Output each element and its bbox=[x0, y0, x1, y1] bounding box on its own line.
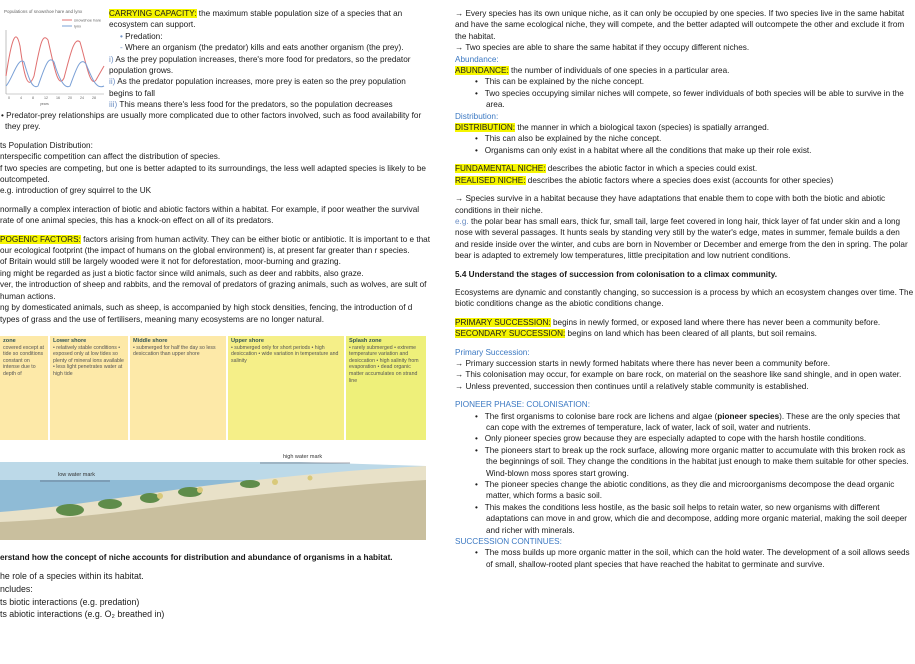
roman-ii: ii) bbox=[109, 77, 116, 87]
complicated-note: Predator-prey relationships are usually more complicated due to other factors involved, such as food availability for they prey. bbox=[5, 111, 422, 132]
legend-hare: snowshoe hare bbox=[74, 17, 102, 23]
two-same-text: → Two species are able to share the same habitat if they occupy different niches. bbox=[455, 43, 750, 53]
realised-niche-term: REALISED NICHE: bbox=[455, 175, 526, 185]
shore-illustration bbox=[0, 440, 426, 540]
carrying-capacity-def: the maximum stable population size of a species that an ecosystem can support. bbox=[109, 9, 403, 30]
eg-label: e.g. bbox=[455, 216, 469, 226]
niche-biotic: ts biotic interactions (e.g. predation) bbox=[0, 596, 140, 607]
primary-step-1: → Primary succession starts in newly formed habitats where there has never been a community before. bbox=[455, 358, 830, 368]
predation-step-2: As the predator population increases, more prey is eaten so the prey population begins to fall bbox=[109, 77, 406, 98]
abundance-bullet-2: Two species occupying similar niches will compete, so fewer individuals of both species will be able to survive in the area. bbox=[484, 88, 904, 110]
zone-splash: Splash zone • rarely submerged • extreme temperature variation and desiccation • high salinity from evaporation • dead organic matter accumulates on strand line bbox=[346, 336, 426, 440]
hare-line bbox=[6, 37, 104, 82]
low-water-mark-label: low water mark bbox=[58, 472, 95, 478]
pioneer-bullet-1a: The first organisms to colonise bare rock are lichens and algae ( bbox=[484, 411, 718, 421]
niche-role: he role of a species within its habitat. bbox=[0, 571, 144, 582]
polar-bear-example: the polar bear has small ears, thick fur, small tail, large feet covered in long hair, thick layer of fat under skin and a long nose with several passages. It hunts seals by standing very still by the water's edge, mates in summer, female builds a den and reside inside over the winter, and cubs are born in November or December and emerge from the den in spring. The polar bear is adapted to extremely low temperatures, little precipitation and low nutrient conditions. bbox=[455, 216, 908, 261]
right-page bbox=[455, 0, 914, 664]
primary-step-2: → This colonisation may occur, for example on bare rock, on material on the seashore like sand shingle, and in open water. bbox=[455, 370, 902, 380]
tick: 16 bbox=[56, 96, 60, 100]
distribution-bullet-2: Organisms can only exist in a habitat where all the conditions that make up their role exist. bbox=[484, 145, 812, 155]
graph-svg bbox=[0, 6, 108, 106]
zone-lower-shore: Lower shore • relatively stable conditions • exposed only at low tides so plenty of mineral ions available • less light penetrates water at high tide bbox=[50, 336, 128, 440]
abundance-bullet-1: This can be explained by the niche concept. bbox=[484, 77, 645, 87]
domestic-text: ng by domesticated animals, such as sheep, is accompanied by high stock densities, fencing, the introduction of d types of grass and the use of fertilisers, meaning many ecosystems are no longer natural. bbox=[0, 303, 413, 324]
predator-prey-graph bbox=[0, 6, 108, 106]
pioneer-bullet-3: The pioneers start to break up the rock surface, allowing more organic matter to accumulate with this broken rock as the beginnings of soil. They change the conditions in the habitat just enough to make them suitable for other species. Wind-blown moss spores start growing. bbox=[484, 445, 909, 478]
niche-abiotic: ts abiotic interactions (e.g. O₂ breathed in) bbox=[0, 609, 165, 620]
predation-label: Predation: bbox=[125, 31, 163, 41]
pioneer-bullet-2: Only pioneer species grow because they are especially adapted to cope with the harsh hostile conditions. bbox=[484, 434, 867, 444]
zone-headers bbox=[0, 336, 426, 440]
distribution-term: DISTRIBUTION: bbox=[455, 123, 516, 133]
succession-heading: 5.4 Understand the stages of succession from colonisation to a climax community. bbox=[455, 269, 777, 279]
fundamental-niche-term: FUNDAMENTAL NICHE: bbox=[455, 164, 546, 174]
primary-step-3: → Unless prevented, succession then continues until a relatively stable community is established. bbox=[455, 381, 809, 391]
roman-iii: iii) bbox=[109, 100, 118, 110]
anthropogenic-def: factors arising from human activity. They can be either biotic or antibiotic. It is important to e that our ecological footprint (the impact of humans on the global environment) is, at present far greater than r species. bbox=[0, 234, 431, 256]
graph-title: Populations of snowshoe hare and lynx bbox=[4, 9, 83, 14]
tick: 8 bbox=[32, 96, 34, 100]
primary-succession-label: Primary Succession: bbox=[455, 347, 530, 357]
succession-continues-label: SUCCESSION CONTINUES: bbox=[455, 537, 562, 547]
abundance-term: ABUNDANCE: bbox=[455, 66, 509, 76]
secondary-succession-term: SECONDARY SUCCESSION: bbox=[455, 329, 566, 339]
distribution-factors-block: • Predator-prey relationships are usually more complicated due to other factors involved, such as food availability for they prey. ts Population Distribution: nterspecific competition can affect the distribution of species. f two species are competing, but one is better adapted to its surroundings, the less well adapted species is likely to be outcompeted. e.g. introduction of grey squirrel to the UK normally a complex interaction of biotic and abiotic factors within a habitat. For example, if poor weather the survival rate of one animal species, this has a knock-on effect on all of its predators. POGENIC FACTORS: factors arising from human activity. They can be either biotic or antibiotic. It is important to e that our ecological footprint (the impact of humans on the global environment) is, at present far greater than r species. of Britain would still be largely wooded were it not for deforestation, moor-burning and grazing. ing might be regarded as just a biotic factor since wild animals, such as deer and rabbits, also graze. ver, the introduction of sheep and rabbits, and the removal of predators of grazing animals, such as wolves, are sult of human actions. ng by domesticated animals, such as sheep, is accompanied by high stock densities, fencing, the introduction of d types of grass and the use of fertilisers, meaning many ecosystems are no longer natural. bbox=[0, 111, 431, 324]
survive-text: → Species survive in a habitat because they have adaptations that enable them to cope with both the biotic and abiotic conditions in their niche. bbox=[455, 194, 886, 215]
two-species-text: f two species are competing, but one is better adapted to its surroundings, the less well adapted species is likely to be outcompeted. bbox=[0, 163, 426, 185]
zone-upper-shore: Upper shore • submerged only for short periods • high desiccation • wide variation in temperature and salinity bbox=[228, 336, 344, 440]
primary-succession-def: begins in newly formed, or exposed land where there has never been a community before. bbox=[550, 317, 881, 327]
distribution-def: the manner in which a biological taxon (species) is spatially arranged. bbox=[515, 123, 769, 133]
seashore-zones-diagram bbox=[0, 336, 426, 540]
affects-heading: ts Population Distribution: bbox=[0, 140, 93, 150]
grey-squirrel-example: e.g. introduction of grey squirrel to the UK bbox=[0, 186, 152, 196]
own-niche-text: → Every species has its own unique niche, as it can only be occupied by one species. If two species live in the same habitat and have the same ecological niche, they will compete, and the better adapted will outcompete the other and exclude it from the habitat. bbox=[455, 9, 905, 41]
complex-interaction-text: normally a complex interaction of biotic and abiotic factors within a habitat. For example, if poor weather the survival rate of one animal species, this has a knock-on effect on all of its predators. bbox=[0, 204, 420, 226]
britain-text: of Britain would still be largely wooded were it not for deforestation, moor-burning and grazing. bbox=[0, 257, 341, 267]
pioneer-species-bold: pioneer species bbox=[717, 411, 780, 421]
abundance-def: the number of individuals of one species in a particular area. bbox=[508, 66, 730, 76]
predation-step-1: As the prey population increases, there's more food for predators, so the predator population grows. bbox=[109, 54, 411, 76]
zone-sublittoral: zone covered except at tide so conditions constant on intense due to depth of bbox=[0, 336, 48, 440]
tick: 12 bbox=[44, 96, 48, 100]
fundamental-niche-def: describes the abiotic factor in which a species could exist. bbox=[545, 164, 758, 174]
continues-bullet-1: The moss builds up more organic matter in the soil, which can the hold water. The development of a soil allows seeds of small, shallow-rooted plant species that have reached the habitat to germinate and survive. bbox=[484, 548, 910, 569]
anthropogenic-term: POGENIC FACTORS: bbox=[0, 234, 81, 244]
interspecific-text: nterspecific competition can affect the distribution of species. bbox=[0, 152, 221, 162]
tick: 4 bbox=[20, 96, 22, 100]
however-text: ver, the introduction of sheep and rabbits, and the removal of predators of grazing animals, such as wolves, are sult of human actions. bbox=[0, 280, 427, 301]
distribution-label: Distribution: bbox=[455, 111, 499, 121]
high-water-mark-label: high water mark bbox=[283, 454, 323, 460]
dynamic-text: Ecosystems are dynamic and constantly changing, so succession is a process by which an ecosystem changes over time. The biotic conditions change as the abiotic conditions change. bbox=[455, 287, 914, 309]
carrying-capacity-term: CARRYING CAPACITY: bbox=[109, 9, 197, 18]
tick: 20 bbox=[68, 96, 72, 100]
niche-block bbox=[0, 552, 432, 621]
niche-heading: erstand how the concept of niche accounts for distribution and abundance of organisms in a habitat. bbox=[0, 553, 393, 562]
abundance-label: Abundance: bbox=[455, 54, 499, 64]
niche-includes: ncludes: bbox=[0, 584, 33, 594]
lynx-line bbox=[6, 60, 104, 87]
grazing-text: ing might be regarded as just a biotic factor since wild animals, such as deer and rabbits, also graze. bbox=[0, 268, 364, 278]
tick: 0 bbox=[8, 96, 10, 100]
x-axis-label: years bbox=[40, 102, 49, 106]
predation-def: Where an organism (the predator) kills and eats another organism (the prey). bbox=[125, 43, 404, 53]
pioneer-bullet-1c: ). These are the only species that can cope with the extremes of temperature, lack of water, lack of soil, water and nutrients. bbox=[486, 411, 901, 432]
secondary-succession-def: begins on land which has been cleared of all plants, but soil remains. bbox=[565, 329, 817, 339]
tick: 28 bbox=[92, 96, 96, 100]
left-page bbox=[0, 0, 432, 664]
pioneer-phase-label: PIONEER PHASE: COLONISATION: bbox=[455, 400, 590, 410]
legend-lynx: lynx bbox=[74, 23, 82, 29]
right-content: → Every species has its own unique niche, as it can only be occupied by one species. If two species live in the same habitat and have the same ecological niche, they will compete, and the better adapted will outcompete the other and exclude it from the habitat. → Two species are able to share the same habitat if they occupy different niches. Abundance: ABUNDANCE: the number of individuals of one species in a particular area. • This can be explained by the niche concept. • Two species occupying similar niches will compete, so fewer individuals of both species will be able to survive in the area. Distribution: DISTRIBUTION: the manner in which a biological taxon (species) is spatially arranged. • This can also be explained by the niche concept. • Organisms can only exist in a habitat where all the conditions that make up their role exist. FUNDAMENTAL NICHE: describes the abiotic factor in which a species could exist. REALISED NICHE: describes the abiotic factors where a species does exist (accounts for other species) → Species survive in a habitat because they have adaptations that enable them to cope with both the biotic and abiotic conditions in their niche. e.g. the polar bear has small ears, thick fur, small tail, large feet covered in long hair, thick layer of fat under skin and a long nose with several passages. It hunts seals by standing very still by the water's edge, mates in summer, female builds a den and reside inside over the winter, and cubs are born in November or December and emerge from the den in spring. The polar bear is adapted to extremely low temperatures, little precipitation and low nutrient conditions. 5.4 Understand the stages of succession from colonisation to a climax community. Ecosystems are dynamic and constantly changing, so succession is a process by which an ecosystem changes over time. The biotic conditions change as the abiotic conditions change. PRIMARY SUCCESSION: begins in newly formed, or exposed land where there has never been a community before. SECONDARY SUCCESSION: begins on land which has been cleared of all plants, but soil remains. Primary Succession: → Primary succession starts in newly formed habitats where there has never been a community before. → This colonisation may occur, for example on bare rock, on material on the seashore like sand shingle, and in open water. → Unless prevented, succession then continues until a relatively stable community is established. PIONEER PHASE: COLONISATION: • The first organisms to colonise bare rock are lichens and algae (pioneer species). These are the only species that can cope with the extremes of temperature, lack of water, lack of soil, water and nutrients. • Only pioneer species grow because they are especially adapted to cope with the harsh hostile conditions. • The pioneers start to break up the rock surface, allowing more organic matter to accumulate with this broken rock as the beginnings of soil. They change the conditions in the habitat just enough to make them suitable for other species. Wind-blown moss spores start growing. • The pioneer species change the abiotic conditions, as they die and microorganisms decompose the dead organic matter, which forms a basic soil. • This makes the conditions less hostile, as the basic soil helps to retain water, so new organisms with different adaptations can move in and grow, which die and decompose, adding more organic material, making the soil deeper and richer with minerals. SUCCESSION CONTINUES: • The moss builds up more organic matter in the soil, which can the hold water. The development of a soil allows seeds of small, shallow-rooted plant species that have reached the habitat to germinate and survive. bbox=[455, 9, 914, 569]
predation-step-3: This means there's less food for the predators, so the population decreases bbox=[119, 100, 393, 110]
tick: 24 bbox=[80, 96, 84, 100]
primary-succession-term: PRIMARY SUCCESSION: bbox=[455, 317, 551, 327]
carrying-capacity-block: CARRYING CAPACITY: the maximum stable population size of a species that an ecosystem can support. • Predation: - Where an organism (the predator) kills and eats another organism (the prey). i) As the prey population increases, there's more food for predators, so the predator population grows. ii) As the predator population increases, more prey is eaten so the prey population begins to fall iii) This means there's less food for the predators, so the population decreases bbox=[109, 9, 411, 110]
roman-i: i) bbox=[109, 54, 114, 64]
pioneer-bullet-4: The pioneer species change the abiotic conditions, as they die and microorganisms decompose the dead organic matter, which forms a basic soil. bbox=[484, 480, 895, 501]
pioneer-bullet-5: This makes the conditions less hostile, as the basic soil helps to retain water, so new organisms with different adaptations can move in and grow, which die and decompose, adding more organic material, making the soil deeper and richer with minerals. bbox=[484, 502, 907, 535]
distribution-bullet-1: This can also be explained by the niche concept. bbox=[484, 134, 662, 144]
realised-niche-def: describes the abiotic factors where a species does exist (accounts for other species) bbox=[525, 175, 834, 185]
zone-middle-shore: Middle shore • submerged for half the day so less desiccation than upper shore bbox=[130, 336, 226, 440]
